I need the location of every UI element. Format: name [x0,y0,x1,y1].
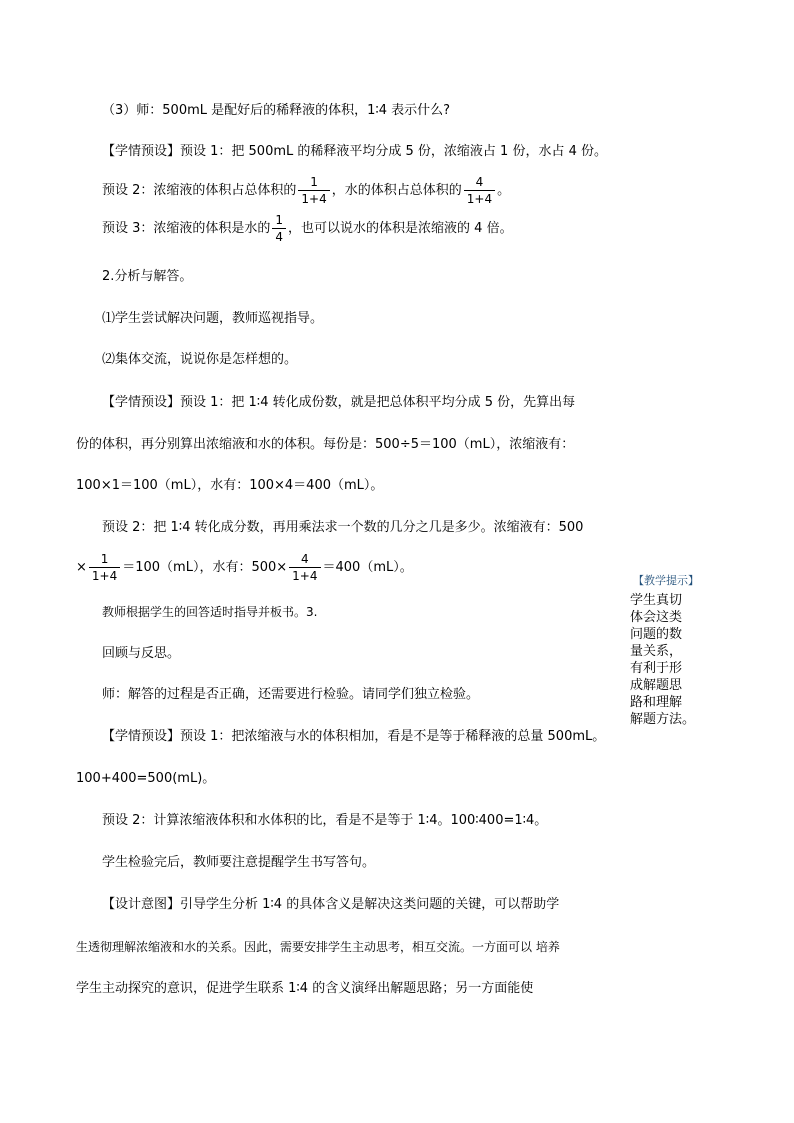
section-heading: 2.分析与解答。 [102,269,193,284]
teacher-check: 师：解答的过程是否正确，还需要进行检验。请同学们独立检验。 [102,687,480,702]
review-heading: 回顾与反思。 [102,646,181,661]
check-preset-2: 预设 2：计算浓缩液体积和水体积的比，看是不是等于 1∶4。100∶400=1∶4。 [102,813,548,828]
design-intent: 【设计意图】引导学生分析 1∶4 的具体含义是解决这类问题的关键，可以帮助学 [102,897,560,912]
tip-line: 量关系， [630,644,683,659]
tip-line: 解题方法。 [630,712,696,727]
fraction: $\frac{1}{1+4}$ [298,174,329,207]
tip-line: 路和理解 [630,695,683,710]
tip-line: 学生真切 [630,593,683,608]
check-equation: 100+400=500(mL)。 [76,771,216,786]
step-1: ⑴学生尝试解决问题，教师巡视指导。 [102,311,324,326]
check-preset-1: 【学情预设】预设 1：把浓缩液与水的体积相加，看是不是等于稀释液的总量 500mL。 [102,729,606,744]
discussion-line-3: 100×1＝100（mL），水有：100×4＝400（mL）。 [76,478,384,493]
answer-reminder: 学生检验完后，教师要注意提醒学生书写答句。 [102,855,376,870]
teaching-tip-body [630,592,702,728]
preset-2: 预设 2：浓缩液的体积占总体积的 $\frac{1}{1+4}$ ，水的体积占总体积的 $\frac{4}{1+4}$ 。 [102,175,511,206]
discussion-preset-2: 预设 2：把 1∶4 转化成分数，再用乘法求一个数的几分之几是多少。浓缩液有：500 [102,520,584,535]
fraction: $\frac{4}{1+4}$ [289,551,320,584]
design-intent-line-3: 学生主动探究的意识，促进学生联系 1∶4 的含义演绎出解题思路；另一方面能使 [76,981,534,996]
tip-line: 问题的数 [630,627,683,642]
fraction: $\frac{4}{1+4}$ [464,174,495,207]
teacher-guidance: 教师根据学生的回答适时指导并板书。3. [102,605,318,619]
tip-line: 成解题思 [630,678,683,693]
tip-line: 体会这类 [630,610,683,625]
discussion-preset-1: 【学情预设】预设 1：把 1∶4 转化成份数，就是把总体积平均分成 5 份，先算出每 [102,395,576,410]
preset-3: 预设 3：浓缩液的体积是水的 $\frac{1}{4}$ ，也可以说水的体积是浓缩液的 4 倍。 [102,213,513,244]
step-2: ⑵集体交流，说说你是怎样想的。 [102,352,298,367]
question-3: （3）师：500mL 是配好后的稀释液的体积，1∶4 表示什么? [102,103,451,118]
fraction: $\frac{1}{1+4}$ [89,551,120,584]
tip-line: 有利于形 [630,661,683,676]
fraction: $\frac{1}{4}$ [272,212,286,245]
discussion-line-2: 份的体积，再分别算出浓缩液和水的体积。每份是：500÷5＝100（mL），浓缩液有： [76,437,575,452]
design-intent-line-2: 生透彻理解浓缩液和水的关系。因此，需要安排学生主动思考，相互交流。一方面可以 培养 [76,940,560,954]
preset-1: 【学情预设】预设 1：把 500mL 的稀释液平均分成 5 份，浓缩液占 1 份，水占 4 份。 [102,144,607,159]
discussion-fraction-line: × $\frac{1}{1+4}$ ＝100（mL），水有：500× $\frac{4}{1+4}$ ＝400（mL）。 [76,552,413,583]
teaching-tip-title: 【教学提示】 [633,574,699,587]
